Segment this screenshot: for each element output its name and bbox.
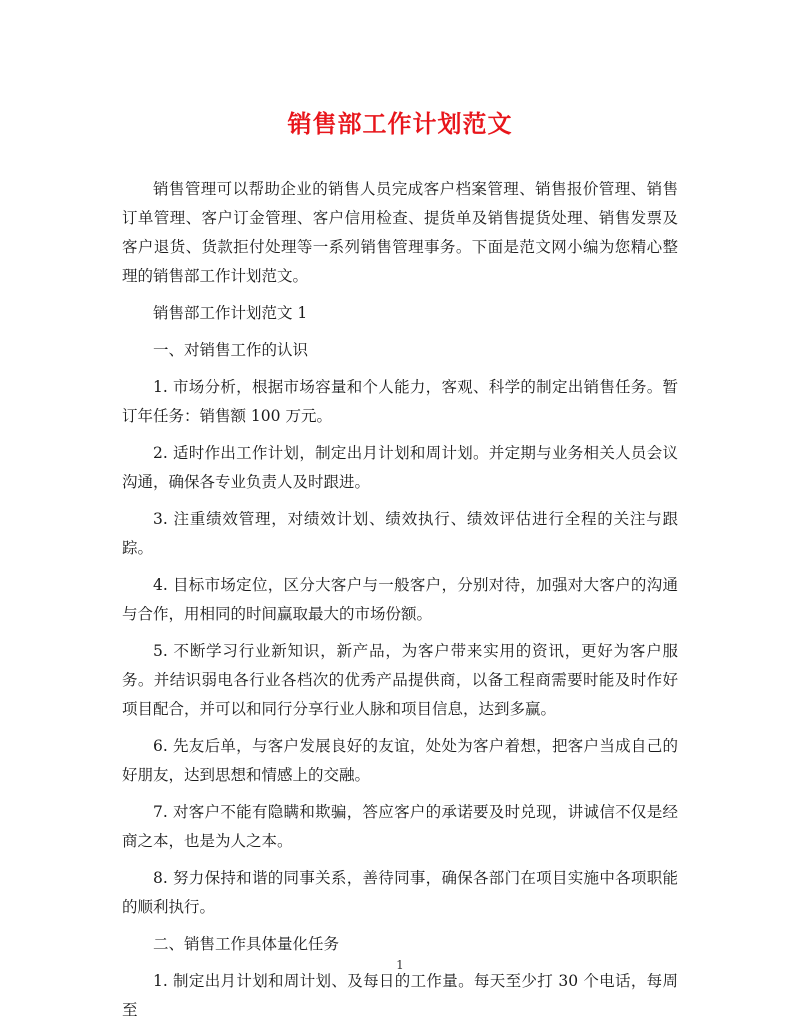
- list-item: 1. 制定出月计划和周计划、及每日的工作量。每天至少打 30 个电话，每周至: [122, 972, 678, 1019]
- list-item: 4. 目标市场定位，区分大客户与一般客户，分别对待，加强对大客户的沟通与合作，用相同的时间赢取最大的市场份额。: [122, 576, 678, 623]
- page-number: 1: [396, 958, 404, 972]
- intro-paragraph: 销售管理可以帮助企业的销售人员完成客户档案管理、销售报价管理、销售订单管理、客户订金管理、客户信用检查、提货单及销售提货处理、销售发票及客户退货、货款拒付处理等一系列销售管理事务。下面是范文网小编为您精心整理的销售部工作计划范文。: [122, 180, 678, 285]
- list-item: 5. 不断学习行业新知识，新产品，为客户带来实用的资讯，更好为客户服务。并结识弱电各行业各档次的优秀产品提供商，以备工程商需要时能及时作好项目配合，并可以和同行分享行业人脉和项目信息，达到多赢。: [122, 642, 678, 718]
- list-item: 3. 注重绩效管理，对绩效计划、绩效执行、绩效评估进行全程的关注与跟踪。: [122, 510, 678, 557]
- subsection-heading: 一、对销售工作的认识: [153, 341, 309, 359]
- document-title: 销售部工作计划范文: [287, 109, 513, 138]
- list-item: 8. 努力保持和谐的同事关系，善待同事，确保各部门在项目实施中各项职能的顺利执行。: [122, 869, 678, 916]
- list-item: 1. 市场分析，根据市场容量和个人能力，客观、科学的制定出销售任务。暂订年任务：销售额 100 万元。: [122, 378, 678, 425]
- list-item: 7. 对客户不能有隐瞒和欺骗，答应客户的承诺要及时兑现，讲诚信不仅是经商之本，也是为人之本。: [122, 803, 678, 850]
- subsection-heading: 二、销售工作具体量化任务: [153, 935, 340, 953]
- document-body: [122, 175, 678, 1033]
- list-item: 6. 先友后单，与客户发展良好的友谊，处处为客户着想，把客户当成自己的好朋友，达到思想和情感上的交融。: [122, 737, 678, 784]
- list-item: 2. 适时作出工作计划，制定出月计划和周计划。并定期与业务相关人员会议沟通，确保各专业负责人及时跟进。: [122, 444, 678, 491]
- section-heading: 销售部工作计划范文 1: [153, 304, 308, 322]
